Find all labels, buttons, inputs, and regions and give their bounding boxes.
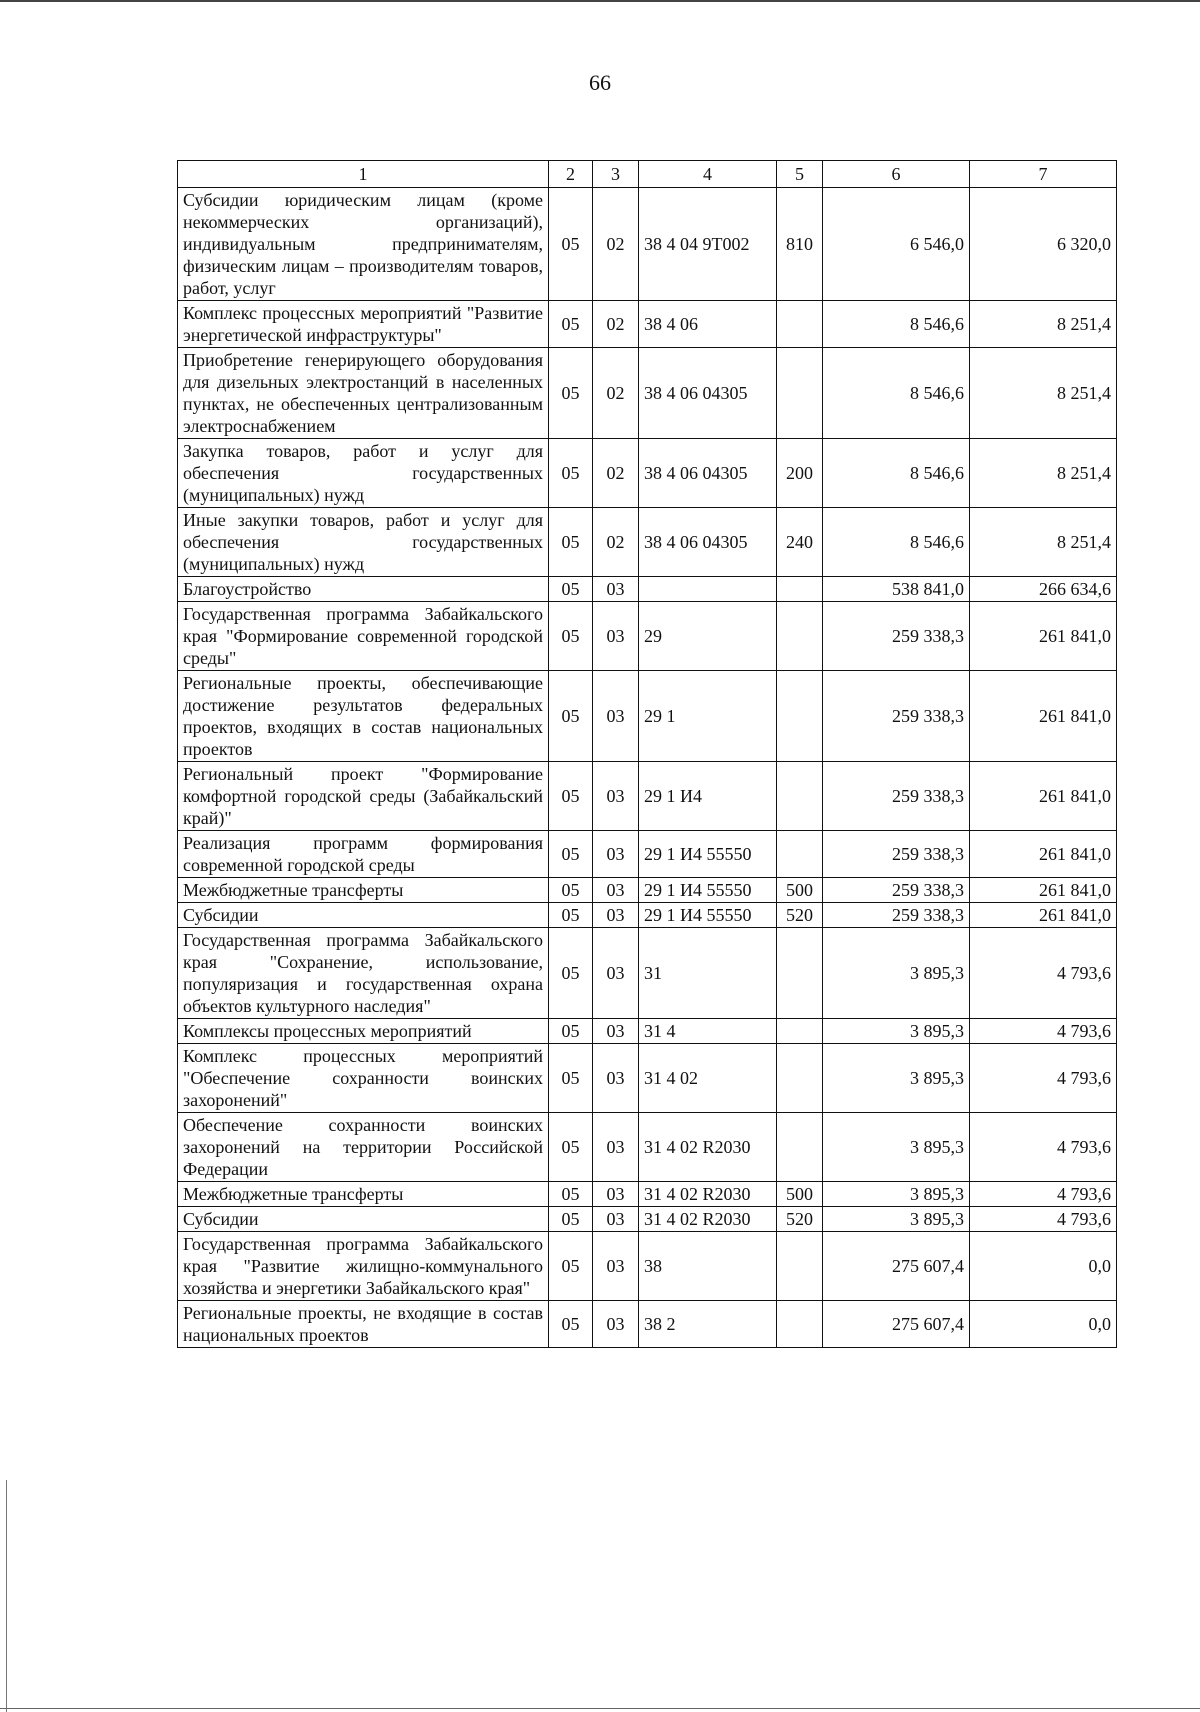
table-row (178, 1182, 1117, 1207)
target-article-cell: 38 4 06 04305 (639, 508, 777, 577)
expense-type-cell (777, 1044, 823, 1113)
amount-year2-cell: 0,0 (970, 1232, 1117, 1301)
amount-year1-cell: 3 895,3 (823, 928, 970, 1019)
row-name-cell: Комплексы процессных мероприятий (178, 1019, 549, 1044)
amount-year2-cell: 8 251,4 (970, 348, 1117, 439)
expense-type-cell (777, 831, 823, 878)
row-name-cell: Иные закупки товаров, работ и услуг для обеспечения государственных (муниципальных) нужд (178, 508, 549, 577)
table-row (178, 1301, 1117, 1348)
expense-type-cell (777, 577, 823, 602)
target-article-cell: 31 (639, 928, 777, 1019)
subsection-code-cell: 02 (593, 188, 639, 301)
expense-type-cell (777, 762, 823, 831)
section-code-cell: 05 (549, 1113, 593, 1182)
table-row (178, 602, 1117, 671)
target-article-cell: 31 4 02 R2030 (639, 1113, 777, 1182)
expense-type-cell (777, 301, 823, 348)
row-name-cell: Государственная программа Забайкальского края "Развитие жилищно-коммунального хозяйства и энергетики Забайкальского края" (178, 1232, 549, 1301)
expense-type-cell (777, 1019, 823, 1044)
section-code-cell: 05 (549, 508, 593, 577)
amount-year1-cell: 3 895,3 (823, 1182, 970, 1207)
target-article-cell: 38 4 06 04305 (639, 348, 777, 439)
section-code-cell: 05 (549, 1232, 593, 1301)
column-header: 6 (823, 161, 970, 188)
section-code-cell: 05 (549, 1044, 593, 1113)
subsection-code-cell: 02 (593, 301, 639, 348)
amount-year2-cell: 261 841,0 (970, 671, 1117, 762)
row-name-cell: Региональный проект "Формирование комфортной городской среды (Забайкальский край)" (178, 762, 549, 831)
amount-year1-cell: 8 546,6 (823, 348, 970, 439)
expense-type-cell (777, 1301, 823, 1348)
table-row (178, 903, 1117, 928)
table-row (178, 1019, 1117, 1044)
table-row (178, 1044, 1117, 1113)
row-name-cell: Благоустройство (178, 577, 549, 602)
amount-year1-cell: 259 338,3 (823, 762, 970, 831)
expense-type-cell: 500 (777, 1182, 823, 1207)
expense-type-cell (777, 671, 823, 762)
section-code-cell: 05 (549, 903, 593, 928)
expense-type-cell: 810 (777, 188, 823, 301)
row-name-cell: Субсидии юридическим лицам (кроме некоммерческих организаций), индивидуальным предпринимателям, физическим лицам – производителям товаров, работ, услуг (178, 188, 549, 301)
column-header: 3 (593, 161, 639, 188)
section-code-cell: 05 (549, 878, 593, 903)
expense-type-cell: 200 (777, 439, 823, 508)
amount-year2-cell: 261 841,0 (970, 831, 1117, 878)
target-article-cell: 38 4 06 (639, 301, 777, 348)
target-article-cell: 31 4 02 R2030 (639, 1207, 777, 1232)
target-article-cell: 31 4 (639, 1019, 777, 1044)
subsection-code-cell: 03 (593, 1232, 639, 1301)
row-name-cell: Государственная программа Забайкальского края "Сохранение, использование, популяризация и государственная охрана объектов культурного наследия" (178, 928, 549, 1019)
amount-year1-cell: 259 338,3 (823, 878, 970, 903)
section-code-cell: 05 (549, 671, 593, 762)
target-article-cell: 29 1 И4 55550 (639, 878, 777, 903)
target-article-cell (639, 577, 777, 602)
subsection-code-cell: 03 (593, 1182, 639, 1207)
row-name-cell: Обеспечение сохранности воинских захоронений на территории Российской Федерации (178, 1113, 549, 1182)
section-code-cell: 05 (549, 1182, 593, 1207)
expense-type-cell (777, 928, 823, 1019)
target-article-cell: 29 1 И4 (639, 762, 777, 831)
column-header: 5 (777, 161, 823, 188)
amount-year2-cell: 6 320,0 (970, 188, 1117, 301)
table-row (178, 1232, 1117, 1301)
target-article-cell: 31 4 02 (639, 1044, 777, 1113)
amount-year2-cell: 8 251,4 (970, 439, 1117, 508)
row-name-cell: Региональные проекты, обеспечивающие достижение результатов федеральных проектов, входящих в состав национальных проектов (178, 671, 549, 762)
section-code-cell: 05 (549, 188, 593, 301)
amount-year2-cell: 4 793,6 (970, 1182, 1117, 1207)
subsection-code-cell: 03 (593, 1301, 639, 1348)
amount-year1-cell: 3 895,3 (823, 1207, 970, 1232)
amount-year2-cell: 4 793,6 (970, 928, 1117, 1019)
subsection-code-cell: 03 (593, 1019, 639, 1044)
subsection-code-cell: 03 (593, 762, 639, 831)
expense-type-cell (777, 602, 823, 671)
amount-year2-cell: 0,0 (970, 1301, 1117, 1348)
target-article-cell: 38 2 (639, 1301, 777, 1348)
expense-type-cell: 520 (777, 903, 823, 928)
row-name-cell: Субсидии (178, 1207, 549, 1232)
section-code-cell: 05 (549, 301, 593, 348)
column-header: 2 (549, 161, 593, 188)
row-name-cell: Межбюджетные трансферты (178, 1182, 549, 1207)
table-row (178, 878, 1117, 903)
row-name-cell: Региональные проекты, не входящие в состав национальных проектов (178, 1301, 549, 1348)
column-header: 1 (178, 161, 549, 188)
budget-table (177, 160, 1117, 1348)
section-code-cell: 05 (549, 1301, 593, 1348)
subsection-code-cell: 03 (593, 928, 639, 1019)
column-header: 4 (639, 161, 777, 188)
amount-year2-cell: 4 793,6 (970, 1207, 1117, 1232)
expense-type-cell (777, 1232, 823, 1301)
table-row (178, 301, 1117, 348)
table-row (178, 671, 1117, 762)
section-code-cell: 05 (549, 577, 593, 602)
table-row (178, 188, 1117, 301)
target-article-cell: 31 4 02 R2030 (639, 1182, 777, 1207)
amount-year1-cell: 8 546,6 (823, 439, 970, 508)
expense-type-cell: 500 (777, 878, 823, 903)
amount-year1-cell: 6 546,0 (823, 188, 970, 301)
amount-year2-cell: 261 841,0 (970, 878, 1117, 903)
amount-year1-cell: 275 607,4 (823, 1232, 970, 1301)
target-article-cell: 29 (639, 602, 777, 671)
amount-year1-cell: 8 546,6 (823, 508, 970, 577)
section-code-cell: 05 (549, 762, 593, 831)
amount-year2-cell: 8 251,4 (970, 301, 1117, 348)
subsection-code-cell: 03 (593, 602, 639, 671)
expense-type-cell (777, 1113, 823, 1182)
amount-year2-cell: 4 793,6 (970, 1113, 1117, 1182)
table-row (178, 348, 1117, 439)
subsection-code-cell: 02 (593, 348, 639, 439)
page-number: 66 (589, 70, 611, 95)
scan-edge-top (0, 0, 1200, 2)
amount-year1-cell: 259 338,3 (823, 602, 970, 671)
table-row (178, 831, 1117, 878)
row-name-cell: Комплекс процессных мероприятий "Обеспечение сохранности воинских захоронений" (178, 1044, 549, 1113)
amount-year1-cell: 259 338,3 (823, 903, 970, 928)
section-code-cell: 05 (549, 831, 593, 878)
expense-type-cell: 520 (777, 1207, 823, 1232)
section-code-cell: 05 (549, 439, 593, 508)
row-name-cell: Субсидии (178, 903, 549, 928)
subsection-code-cell: 03 (593, 1044, 639, 1113)
amount-year2-cell: 4 793,6 (970, 1019, 1117, 1044)
row-name-cell: Приобретение генерирующего оборудования для дизельных электростанций в населенных пунктах, не обеспеченных централизованным электроснабжением (178, 348, 549, 439)
scan-edge-bottom (0, 1708, 1200, 1709)
scan-edge-left (6, 1480, 7, 1712)
amount-year2-cell: 261 841,0 (970, 762, 1117, 831)
row-name-cell: Государственная программа Забайкальского края "Формирование современной городской среды" (178, 602, 549, 671)
subsection-code-cell: 03 (593, 577, 639, 602)
target-article-cell: 29 1 (639, 671, 777, 762)
subsection-code-cell: 03 (593, 878, 639, 903)
subsection-code-cell: 03 (593, 831, 639, 878)
section-code-cell: 05 (549, 1207, 593, 1232)
amount-year1-cell: 259 338,3 (823, 671, 970, 762)
section-code-cell: 05 (549, 928, 593, 1019)
amount-year1-cell: 3 895,3 (823, 1113, 970, 1182)
target-article-cell: 29 1 И4 55550 (639, 831, 777, 878)
amount-year1-cell: 8 546,6 (823, 301, 970, 348)
table-row (178, 1207, 1117, 1232)
subsection-code-cell: 02 (593, 508, 639, 577)
subsection-code-cell: 03 (593, 671, 639, 762)
row-name-cell: Межбюджетные трансферты (178, 878, 549, 903)
amount-year2-cell: 266 634,6 (970, 577, 1117, 602)
section-code-cell: 05 (549, 1019, 593, 1044)
row-name-cell: Закупка товаров, работ и услуг для обеспечения государственных (муниципальных) нужд (178, 439, 549, 508)
amount-year1-cell: 259 338,3 (823, 831, 970, 878)
target-article-cell: 38 (639, 1232, 777, 1301)
table-row (178, 762, 1117, 831)
target-article-cell: 38 4 06 04305 (639, 439, 777, 508)
table-row (178, 508, 1117, 577)
table-row (178, 1113, 1117, 1182)
target-article-cell: 29 1 И4 55550 (639, 903, 777, 928)
section-code-cell: 05 (549, 348, 593, 439)
amount-year1-cell: 538 841,0 (823, 577, 970, 602)
section-code-cell: 05 (549, 602, 593, 671)
table-row (178, 439, 1117, 508)
amount-year2-cell: 261 841,0 (970, 903, 1117, 928)
table-row (178, 577, 1117, 602)
subsection-code-cell: 03 (593, 903, 639, 928)
amount-year1-cell: 3 895,3 (823, 1019, 970, 1044)
amount-year2-cell: 8 251,4 (970, 508, 1117, 577)
table-row (178, 928, 1117, 1019)
row-name-cell: Реализация программ формирования современной городской среды (178, 831, 549, 878)
expense-type-cell: 240 (777, 508, 823, 577)
subsection-code-cell: 02 (593, 439, 639, 508)
amount-year1-cell: 3 895,3 (823, 1044, 970, 1113)
column-header: 7 (970, 161, 1117, 188)
expense-type-cell (777, 348, 823, 439)
amount-year1-cell: 275 607,4 (823, 1301, 970, 1348)
target-article-cell: 38 4 04 9Т002 (639, 188, 777, 301)
amount-year2-cell: 4 793,6 (970, 1044, 1117, 1113)
row-name-cell: Комплекс процессных мероприятий "Развитие энергетической инфраструктуры" (178, 301, 549, 348)
amount-year2-cell: 261 841,0 (970, 602, 1117, 671)
subsection-code-cell: 03 (593, 1113, 639, 1182)
subsection-code-cell: 03 (593, 1207, 639, 1232)
table-header-row (178, 161, 1117, 188)
